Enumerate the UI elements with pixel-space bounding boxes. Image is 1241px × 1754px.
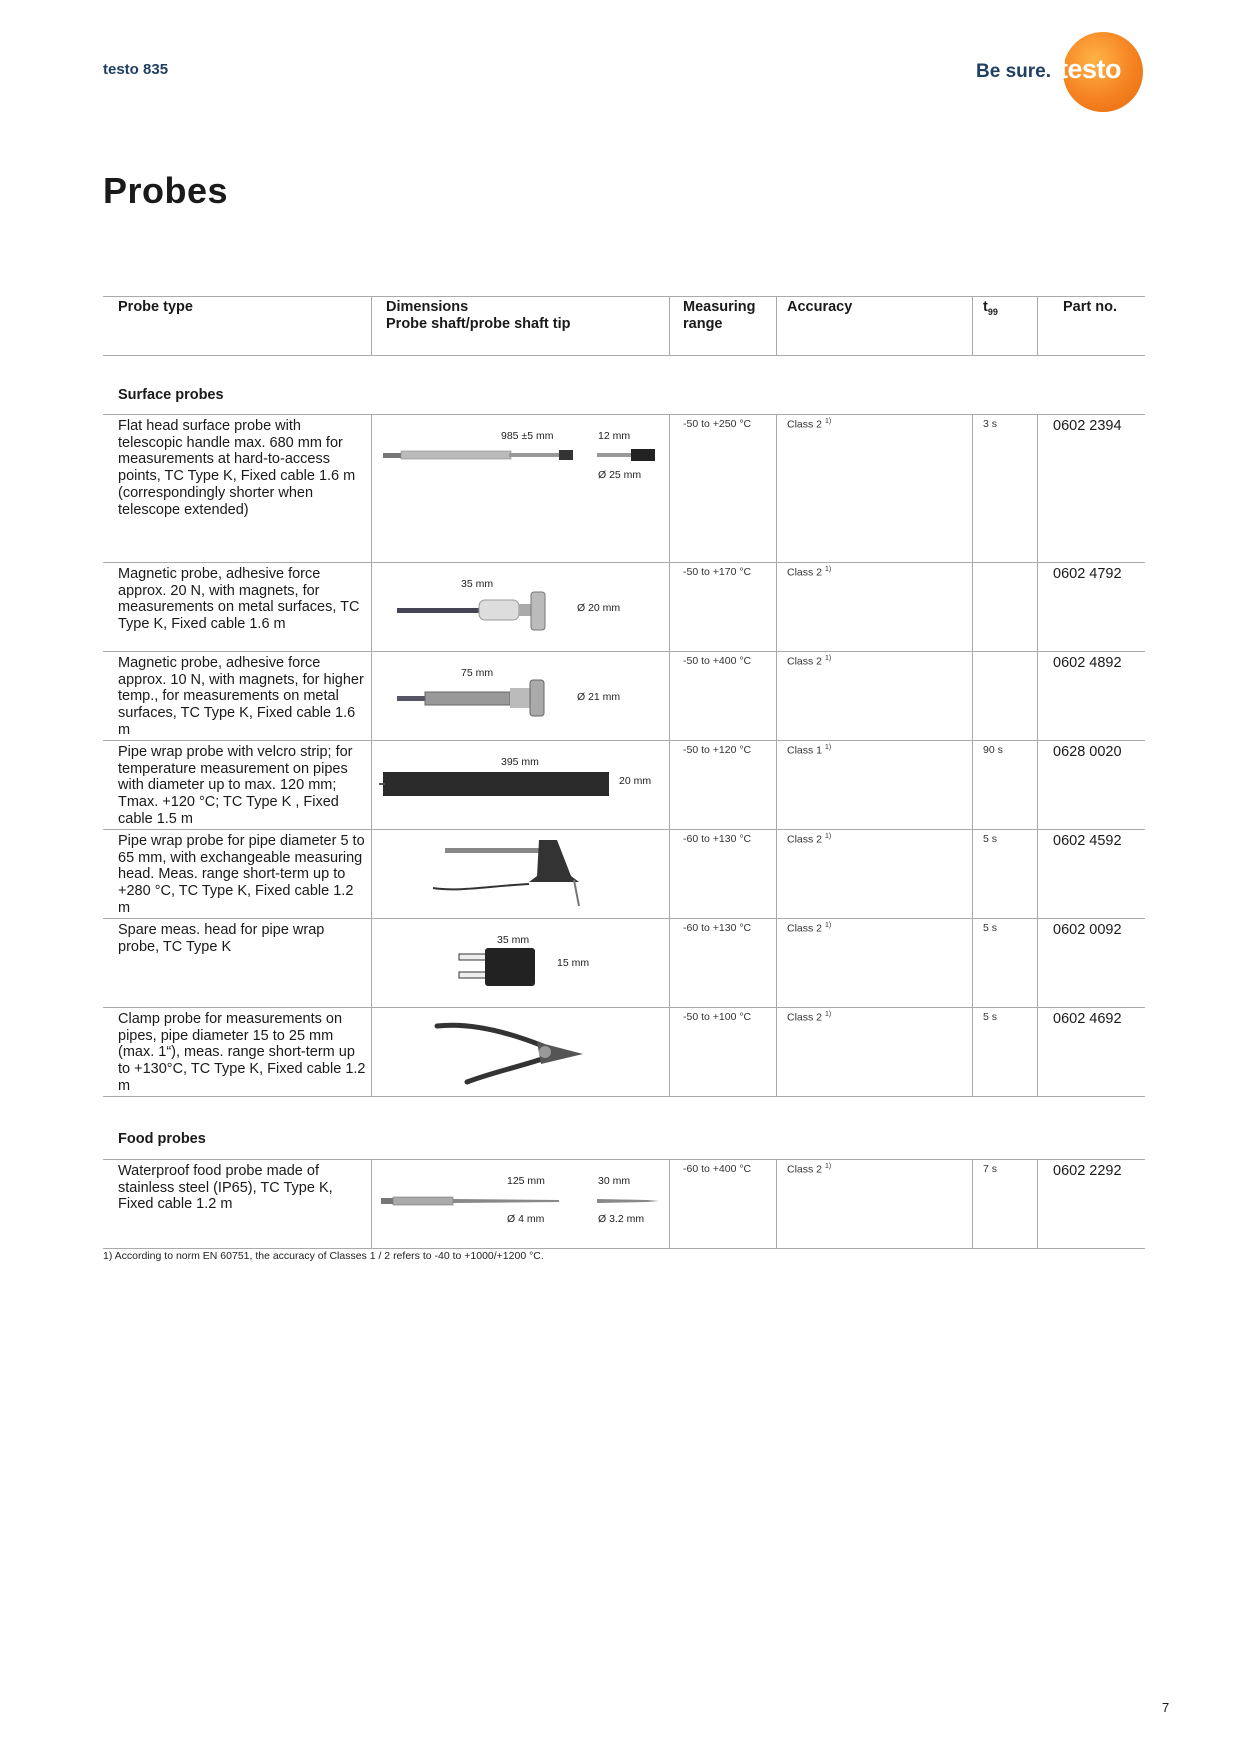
- row-5-t99: 5 s: [983, 922, 998, 934]
- row-6-t99: 5 s: [983, 1011, 998, 1023]
- row-0-description: Flat head surface probe with telescopic handle max. 680 mm for measurements at hard-to-access points, TC Type K, Fixed cable 1.6 m (correspondingly shorter when telescope extended): [118, 418, 356, 518]
- row-6-accuracy-footnote: 1): [824, 1011, 832, 1018]
- row-6-range: -50 to +100 °C: [683, 1011, 752, 1023]
- tagline: Be sure.: [976, 61, 1051, 82]
- row-1-dim-length: 35 mm: [461, 578, 494, 590]
- row-3-dim-width: 20 mm: [619, 775, 652, 787]
- row-7-range: -60 to +400 °C: [683, 1163, 752, 1175]
- row-7-description: Waterproof food probe made of stainless steel (IP65), TC Type K, Fixed cable 1.2 m: [118, 1163, 333, 1213]
- row-7-dim-tip-diameter: Ø 3.2 mm: [598, 1213, 645, 1225]
- pipe-wrap-exchangeable-image: [429, 836, 599, 916]
- row-3-dim-length: 395 mm: [501, 756, 539, 768]
- row-7-dim-diameter: Ø 4 mm: [507, 1213, 545, 1225]
- row-0-part-no: 0602 2394: [1053, 418, 1122, 434]
- row-5-dim-height: 15 mm: [557, 957, 590, 969]
- row-4-description: Pipe wrap probe for pipe diameter 5 to 65 mm, with exchangeable measuring head. Meas. range short-term up to +280 °C, TC Type K, Fixed cable 1.2 m: [118, 833, 365, 916]
- page-number: 7: [1162, 1700, 1170, 1715]
- row-4-accuracy-class: Class 2: [787, 833, 823, 846]
- row-1-accuracy-class: Class 2: [787, 566, 823, 579]
- logo-text: testo: [1059, 54, 1122, 84]
- row-0-accuracy-footnote: 1): [824, 418, 832, 425]
- header-range-line1: Measuring: [683, 299, 756, 315]
- row-1-dim-diameter: Ø 20 mm: [577, 602, 621, 614]
- row-1-accuracy-footnote: 1): [824, 566, 832, 573]
- row-0-dim-tip: 12 mm: [598, 430, 631, 442]
- row-2-dim-diameter: Ø 21 mm: [577, 691, 621, 703]
- row-3-part-no: 0628 0020: [1053, 744, 1122, 760]
- row-2-accuracy-class: Class 2: [787, 655, 823, 668]
- row-6-description: Clamp probe for measurements on pipes, pipe diameter 15 to 25 mm (max. 1“), meas. range short-term up to +130°C, TC Type K, Fixed cable 1.2 m: [118, 1011, 366, 1094]
- row-5-accuracy-class: Class 2: [787, 922, 823, 935]
- row-2-part-no: 0602 4892: [1053, 655, 1122, 671]
- header-range-line2: range: [683, 316, 723, 332]
- header-probe-type: Probe type: [118, 299, 193, 315]
- flat-head-tip-image: [593, 446, 663, 466]
- row-1-description: Magnetic probe, adhesive force approx. 20 N, with magnets, for measurements on metal surfaces, TC Type K, Fixed cable 1.6 m: [118, 566, 360, 633]
- row-0-accuracy: [787, 418, 831, 431]
- row-0-accuracy-class: Class 2: [787, 418, 823, 431]
- spare-head-image: [457, 946, 547, 988]
- row-4-range: -60 to +130 °C: [683, 833, 752, 845]
- row-6-accuracy: [787, 1011, 831, 1024]
- row-3-description: Pipe wrap probe with velcro strip; for temperature measurement on pipes with diameter up to max. 120 mm; Tmax. +120 °C; TC Type K , Fixed cable 1.5 m: [118, 744, 353, 827]
- header-dimensions-line1: Dimensions: [386, 299, 469, 315]
- row-7-accuracy: [787, 1163, 831, 1176]
- row-7-accuracy-class: Class 2: [787, 1163, 823, 1176]
- row-6-part-no: 0602 4692: [1053, 1011, 1122, 1027]
- row-2-accuracy: [787, 655, 831, 668]
- row-5-range: -60 to +130 °C: [683, 922, 752, 934]
- row-2-dim-length: 75 mm: [461, 667, 494, 679]
- row-7-t99: 7 s: [983, 1163, 998, 1175]
- row-3-accuracy-class: Class 1: [787, 744, 823, 757]
- row-6-accuracy-class: Class 2: [787, 1011, 823, 1024]
- magnetic-probe-10n-image: [395, 676, 565, 722]
- row-4-t99: 5 s: [983, 833, 998, 845]
- row-3-range: -50 to +120 °C: [683, 744, 752, 756]
- row-5-accuracy: [787, 922, 831, 935]
- row-2-accuracy-footnote: 1): [824, 655, 832, 662]
- page-title: Probes: [103, 170, 229, 211]
- row-3-t99: 90 s: [983, 744, 1003, 756]
- pipe-wrap-velcro-image: [379, 770, 613, 800]
- section-surface-probes: Surface probes: [118, 387, 224, 403]
- row-5-part-no: 0602 0092: [1053, 922, 1122, 938]
- row-5-dim-length: 35 mm: [497, 934, 530, 946]
- header-accuracy: Accuracy: [787, 299, 853, 315]
- clamp-probe-image: [433, 1012, 603, 1092]
- row-0-dim-length: 985 ±5 mm: [501, 430, 554, 442]
- row-7-dim-length: 125 mm: [507, 1175, 545, 1187]
- row-0-dim-diameter: Ø 25 mm: [598, 469, 642, 481]
- row-1-range: -50 to +170 °C: [683, 566, 752, 578]
- row-2-description: Magnetic probe, adhesive force approx. 10 N, with magnets, for higher temp., for measurements on metal surfaces, TC Type K, Fixed cable 1.6 m: [118, 655, 364, 738]
- row-3-accuracy: [787, 744, 831, 757]
- row-0-t99: 3 s: [983, 418, 998, 430]
- header-t99: [983, 299, 998, 321]
- row-5-description: Spare meas. head for pipe wrap probe, TC Type K: [118, 922, 325, 955]
- header-t99-label: t: [983, 299, 988, 315]
- row-0-range: -50 to +250 °C: [683, 418, 752, 430]
- footnote: 1) According to norm EN 60751, the accuracy of Classes 1 / 2 refers to -40 to +1000/+1200 °C.: [103, 1250, 544, 1262]
- row-1-part-no: 0602 4792: [1053, 566, 1122, 582]
- header-dimensions: [386, 299, 571, 333]
- row-3-accuracy-footnote: 1): [824, 744, 832, 751]
- product-name: testo 835: [103, 61, 169, 78]
- header-t99-sub: 99: [987, 306, 998, 317]
- row-4-accuracy-footnote: 1): [824, 833, 832, 840]
- magnetic-probe-20n-image: [395, 588, 565, 634]
- row-4-accuracy: [787, 833, 831, 846]
- row-7-accuracy-footnote: 1): [824, 1163, 832, 1170]
- row-2-range: -50 to +400 °C: [683, 655, 752, 667]
- row-7-part-no: 0602 2292: [1053, 1163, 1122, 1179]
- row-5-accuracy-footnote: 1): [824, 922, 832, 929]
- flat-head-probe-image: [381, 446, 581, 466]
- row-7-dim-tip-length: 30 mm: [598, 1175, 631, 1187]
- header-range: [683, 299, 756, 333]
- food-probe-image: [379, 1194, 669, 1208]
- row-4-part-no: 0602 4592: [1053, 833, 1122, 849]
- header-dimensions-line2: Probe shaft/probe shaft tip: [386, 316, 571, 332]
- testo-logo: [1059, 32, 1143, 112]
- header-part-no: Part no.: [1063, 299, 1117, 315]
- section-food-probes: Food probes: [118, 1131, 206, 1147]
- row-1-accuracy: [787, 566, 831, 579]
